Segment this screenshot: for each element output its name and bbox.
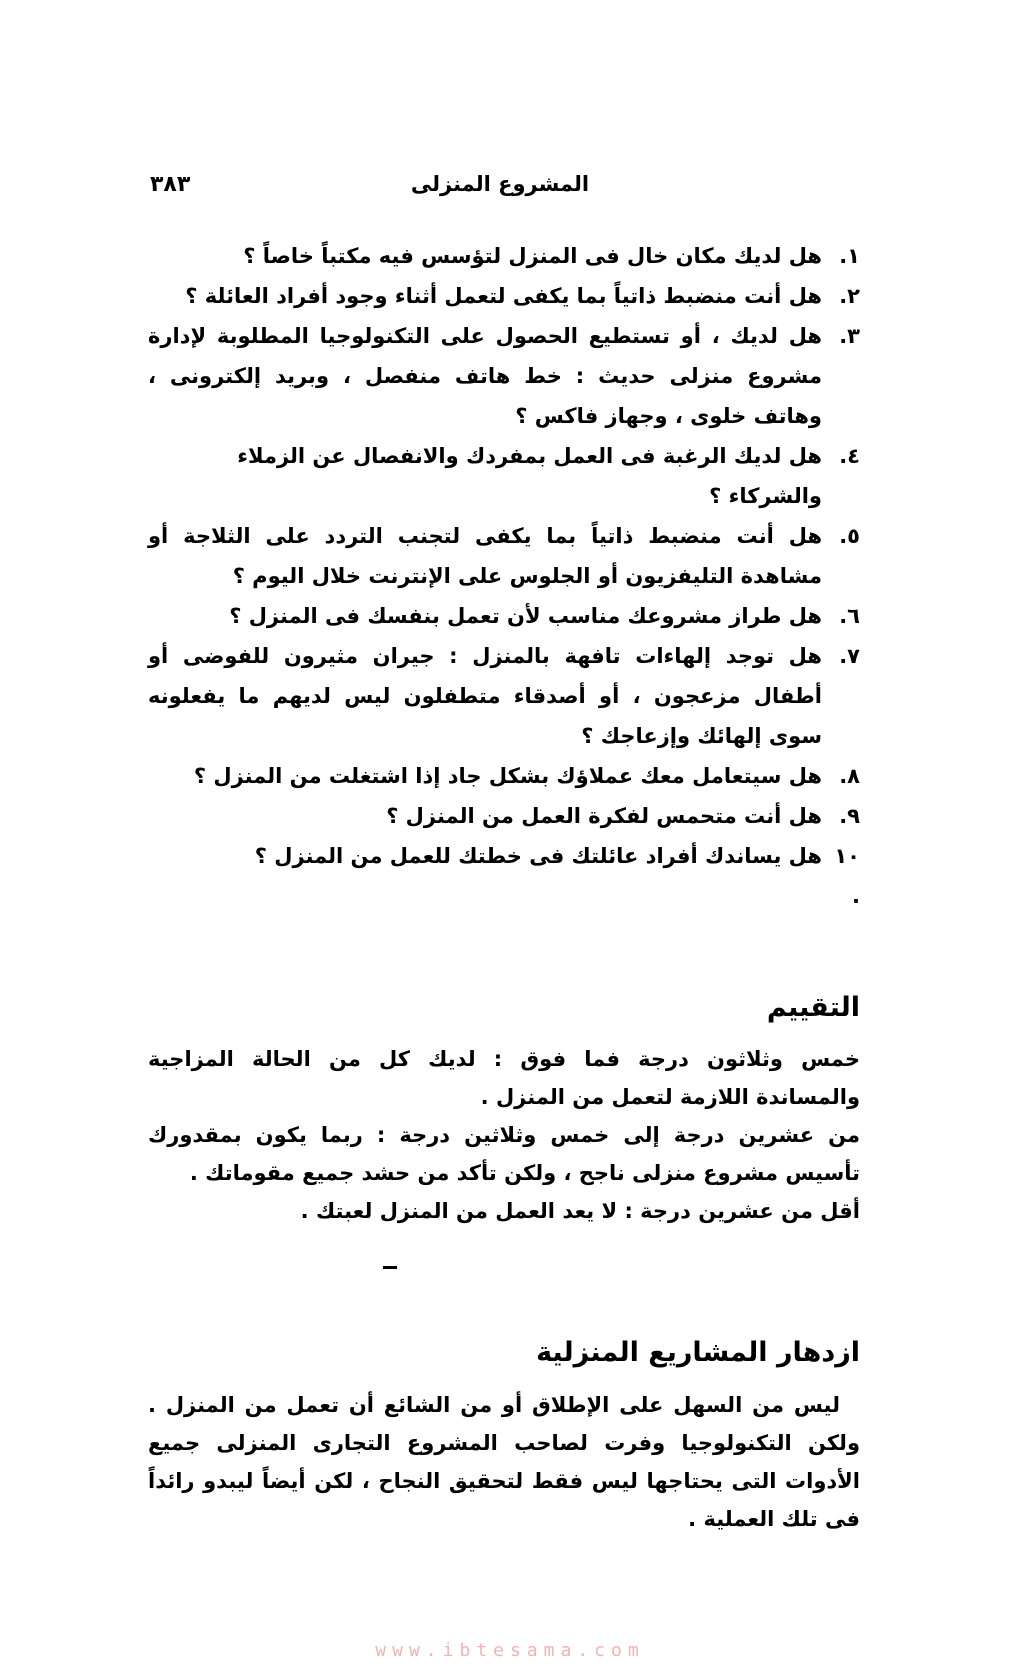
question-item (148, 516, 860, 596)
score-description: ربما يكون بمقدورك تأسيس مشروع منزلى ناجح ، ولكن تأكد من حشد جميع مقوماتك . (148, 1123, 860, 1185)
evaluation-row (148, 1192, 860, 1230)
question-number: ١٠ . (834, 844, 860, 908)
boom-section (148, 1386, 860, 1538)
page-header (150, 172, 850, 202)
question-number: ٤. (839, 444, 860, 468)
question-text: هل سيتعامل معك عملاؤك بشكل جاد إذا اشتغلت من المنزل ؟ (193, 764, 822, 788)
evaluation-heading: التقييم (766, 992, 860, 1024)
question-number: ٦. (839, 604, 860, 628)
question-text: هل يساندك أفراد عائلتك فى خطتك للعمل من المنزل ؟ (254, 844, 822, 868)
question-text: هل طراز مشروعك مناسب لأن تعمل بنفسك فى المنزل ؟ (229, 604, 822, 628)
question-number: ٩. (839, 804, 860, 828)
score-description: لديك كل من الحالة المزاجية والمساندة اللازمة لتعمل من المنزل . (148, 1047, 860, 1109)
question-number: ٢. (839, 284, 860, 308)
evaluation-row (148, 1116, 860, 1192)
score-range-label: أقل من عشرين درجة : (624, 1199, 860, 1223)
separator-mark (383, 1266, 397, 1269)
watermark: www.ibtesama.com (375, 1640, 645, 1661)
score-range-label: خمس وثلاثون درجة فما فوق : (493, 1047, 860, 1071)
evaluation-section (148, 1040, 860, 1230)
question-item (148, 276, 860, 316)
question-text: هل أنت متحمس لفكرة العمل من المنزل ؟ (386, 804, 822, 828)
questions-section (148, 236, 860, 908)
score-description: لا يعد العمل من المنزل لعبتك . (300, 1199, 625, 1223)
question-text: هل أنت منضبط ذاتياً بما يكفى لتعمل أثناء وجود أفراد العائلة ؟ (185, 284, 822, 308)
question-number: ٥. (839, 524, 860, 548)
question-number: ٣. (839, 324, 860, 348)
question-item (148, 436, 860, 516)
question-text: هل أنت منضبط ذاتياً بما يكفى لتجنب التردد على الثلاجة أو مشاهدة التليفزيون أو الجلوس على الإنترنت خلال اليوم ؟ (148, 524, 822, 588)
question-text: هل لديك مكان خال فى المنزل لتؤسس فيه مكتباً خاصاً ؟ (243, 244, 822, 268)
question-item (148, 316, 860, 436)
question-text: هل لديك ، أو تستطيع الحصول على التكنولوجيا المطلوبة لإدارة مشروع منزلى حديث : خط هاتف منفصل ، وبريد إلكترونى ، وهاتف خلوى ، وجهاز فاكس ؟ (148, 324, 822, 428)
question-number: ١. (839, 244, 860, 268)
evaluation-row (148, 1040, 860, 1116)
question-number: ٧. (839, 644, 860, 668)
boom-heading: ازدهار المشاريع المنزلية (536, 1337, 860, 1369)
question-text: هل توجد إلهاءات تافهة بالمنزل : جيران مثيرون للفوضى أو أطفال مزعجون ، أو أصدقاء متطفلون ليس لديهم ما يفعلونه سوى إلهائك وإزعاجك ؟ (148, 644, 822, 748)
question-item (148, 236, 860, 276)
question-number: ٨. (839, 764, 860, 788)
question-item (148, 756, 860, 796)
question-item (148, 836, 860, 908)
question-item (148, 596, 860, 636)
body-paragraph: ليس من السهل على الإطلاق أو من الشائع أن تعمل من المنزل . ولكن التكنولوجيا وفرت لصاحب المشروع التجارى المنزلى جميع الأدوات التى يحتاجها ليس فقط لتحقيق النجاح ، لكن أيضاً ليبدو رائداً فى تلك العملية . (148, 1393, 860, 1531)
page-number: ٣٨٣ (150, 172, 191, 197)
question-item (148, 796, 860, 836)
question-text: هل لديك الرغبة فى العمل بمفردك والانفصال عن الزملاء والشركاء ؟ (237, 444, 822, 508)
question-item (148, 636, 860, 756)
running-title: المشروع المنزلى (410, 172, 590, 196)
score-range-label: من عشرين درجة إلى خمس وثلاثين درجة : (376, 1123, 860, 1147)
question-list (148, 236, 860, 908)
